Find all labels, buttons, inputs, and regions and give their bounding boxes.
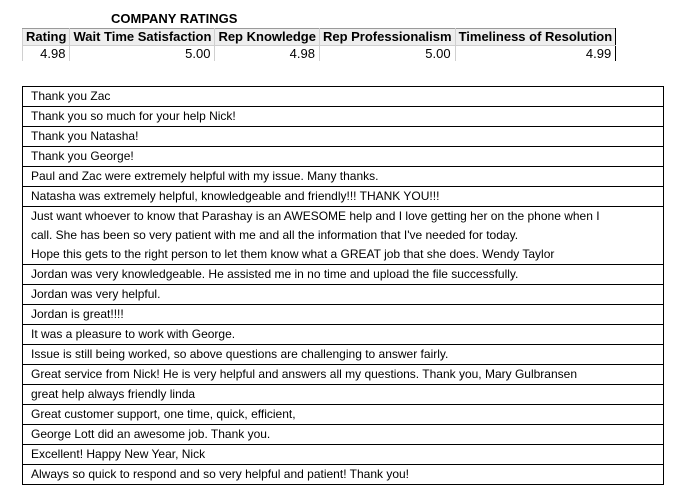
comment-text: Jordan was very helpful.: [31, 287, 161, 301]
table-row: [23, 325, 664, 345]
header-rep-professionalism: Rep Professionalism: [319, 29, 455, 46]
comment-text: Jordan is great!!!!: [31, 307, 124, 321]
comment-cell: [23, 385, 664, 405]
comment-text: Great service from Nick! He is very helpful and answers all my questions. Thank you, Mary Gulbransen: [31, 367, 577, 381]
comment-cell: [23, 365, 664, 385]
comment-text: Excellent! Happy New Year, Nick: [31, 447, 206, 461]
comment-cell: [23, 167, 664, 187]
comment-text: Great customer support, one time, quick, efficient,: [31, 407, 296, 421]
comment-cell: [23, 325, 664, 345]
comment-text: Always so quick to respond and so very helpful and patient! Thank you!: [31, 467, 410, 481]
comment-text: Jordan was very knowledgeable. He assisted me in no time and upload the file successfully.: [31, 267, 519, 281]
table-row: [23, 425, 664, 445]
ratings-header-row: [23, 29, 616, 46]
comment-text: Issue is still being worked, so above questions are challenging to answer fairly.: [31, 347, 449, 361]
comment-cell: [23, 207, 664, 265]
header-wait-time-satisfaction: Wait Time Satisfaction: [70, 29, 215, 46]
header-rating: Rating: [23, 29, 70, 46]
value-rating: 4.98: [23, 46, 70, 62]
ratings-values-row: [23, 46, 616, 62]
table-row: [23, 107, 664, 127]
table-row: [23, 365, 664, 385]
table-row: [23, 87, 664, 107]
comment-cell: [23, 107, 664, 127]
comment-cell: [23, 305, 664, 325]
comment-text: great help always friendly linda: [31, 387, 196, 401]
ratings-table: [22, 28, 616, 61]
comment-cell: [23, 445, 664, 465]
comment-text: Hope this gets to the right person to let them know what a GREAT job that she does. Wendy Taylor: [31, 247, 555, 261]
value-timeliness-of-resolution: 4.99: [455, 46, 616, 62]
comment-text: call. She has been so very patient with me and all the information that I've needed for today.: [31, 228, 519, 242]
table-row: [23, 127, 664, 147]
table-row: [23, 207, 664, 265]
value-rep-professionalism: 5.00: [319, 46, 455, 62]
comments-table: [22, 86, 664, 485]
company-ratings-title: COMPANY RATINGS: [111, 11, 238, 26]
comment-text: Thank you Zac: [31, 89, 111, 103]
comment-text: George Lott did an awesome job. Thank you.: [31, 427, 271, 441]
comment-cell: [23, 465, 664, 485]
table-row: [23, 285, 664, 305]
table-row: [23, 465, 664, 485]
value-wait-time-satisfaction: 5.00: [70, 46, 215, 62]
table-row: [23, 405, 664, 425]
comment-text: Thank you so much for your help Nick!: [31, 109, 236, 123]
comments-body: [23, 87, 664, 485]
comment-cell: [23, 405, 664, 425]
value-rep-knowledge: 4.98: [215, 46, 320, 62]
table-row: [23, 147, 664, 167]
comment-text: It was a pleasure to work with George.: [31, 327, 236, 341]
table-row: [23, 345, 664, 365]
comment-cell: [23, 425, 664, 445]
comment-cell: [23, 187, 664, 207]
comment-text: Paul and Zac were extremely helpful with my issue. Many thanks.: [31, 169, 379, 183]
comment-cell: [23, 87, 664, 107]
comment-text: Thank you Natasha!: [31, 129, 139, 143]
header-rep-knowledge: Rep Knowledge: [215, 29, 320, 46]
table-row: [23, 305, 664, 325]
comment-text: Just want whoever to know that Parashay is an AWESOME help and I love getting her on the phone when I: [31, 209, 600, 223]
comment-cell: [23, 285, 664, 305]
comment-cell: [23, 265, 664, 285]
table-row: [23, 187, 664, 207]
comment-cell: [23, 127, 664, 147]
table-row: [23, 445, 664, 465]
table-row: [23, 385, 664, 405]
comment-cell: [23, 147, 664, 167]
comment-text: Natasha was extremely helpful, knowledgeable and friendly!!! THANK YOU!!!: [31, 189, 440, 203]
comment-text: Thank you George!: [31, 149, 134, 163]
table-row: [23, 167, 664, 187]
table-row: [23, 265, 664, 285]
header-timeliness-of-resolution: Timeliness of Resolution: [455, 29, 616, 46]
comment-cell: [23, 345, 664, 365]
